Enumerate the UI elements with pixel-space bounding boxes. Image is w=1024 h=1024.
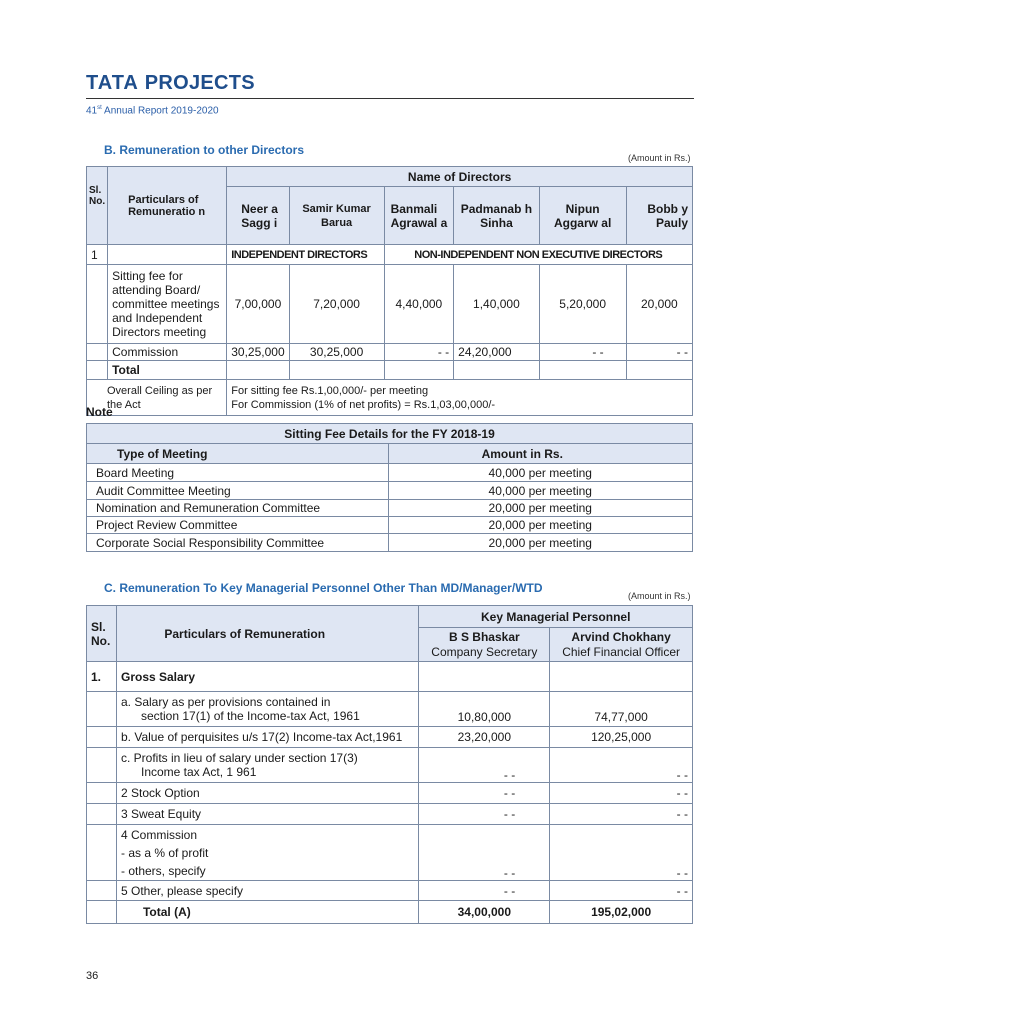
commission-value: 30,25,000 <box>227 344 289 361</box>
name-of-directors-header: Name of Directors <box>227 167 693 187</box>
overall-ceiling-label: Overall Ceiling as per the Act <box>87 380 227 416</box>
sl-no-header: Sl. No. <box>87 167 108 245</box>
sitting-fee-value: 7,20,000 <box>289 265 384 344</box>
sitting-fee-value: 20,000 <box>626 265 692 344</box>
sitting-fee-label: Sitting fee for attending Board/ committee meetings and Independent Directors meeting <box>108 265 227 344</box>
perquisites-label: b. Value of perquisites u/s 17(2) Income-tax Act,1961 <box>116 727 418 748</box>
sweat-equity-value: - - <box>550 804 693 825</box>
non-independent-directors-label: NON-INDEPENDENT NON EXECUTIVE DIRECTORS <box>384 245 692 265</box>
row-number: 1. <box>87 662 117 692</box>
commission-value: - - <box>626 344 692 361</box>
director-neera-saggi: Neer a Sagg i <box>227 187 289 245</box>
page-number: 36 <box>86 970 99 982</box>
kmp-arvind-chokhany: Arvind Chokhany Chief Financial Officer <box>550 628 693 662</box>
particulars-header: Particulars of Remuneration <box>116 606 418 662</box>
stock-option-value: - - <box>419 783 550 804</box>
kmp-remuneration-table <box>86 605 693 924</box>
gross-salary-label: Gross Salary <box>116 662 418 692</box>
other-label: 5 Other, please specify <box>116 881 418 901</box>
sitting-fee-value: 7,00,000 <box>227 265 289 344</box>
commission-value: 30,25,000 <box>289 344 384 361</box>
director-samir-kumar-barua: Samir Kumar Barua <box>289 187 384 245</box>
director-banmali-agrawala: Banmali Agrawal a <box>384 187 454 245</box>
sl-no-header: Sl. No. <box>87 606 117 662</box>
kmp-bs-bhaskar: B S Bhaskar Company Secretary <box>419 628 550 662</box>
commission-value: - - <box>539 344 626 361</box>
other-value: - - <box>419 881 550 901</box>
meeting-amount: 20,000 per meeting <box>388 517 693 534</box>
sweat-equity-label: 3 Sweat Equity <box>116 804 418 825</box>
section-c-amount-note: (Amount in Rs.) <box>628 591 691 601</box>
sitting-fee-title: Sitting Fee Details for the FY 2018-19 <box>87 424 693 444</box>
total-a-value: 34,00,000 <box>419 901 550 924</box>
meeting-type: Board Meeting <box>87 464 389 482</box>
perquisites-value: 120,25,000 <box>550 727 693 748</box>
meeting-amount: 20,000 per meeting <box>388 534 693 552</box>
meeting-type: Nomination and Remuneration Committee <box>87 500 389 517</box>
commission-value: 24,20,000 <box>454 344 539 361</box>
meeting-amount: 20,000 per meeting <box>388 500 693 517</box>
director-bobby-pauly: Bobb y Pauly <box>626 187 692 245</box>
tata-projects-logo: TATA PROJECTS <box>86 72 255 94</box>
particulars-header: Particulars of Remuneratio n <box>108 167 227 245</box>
director-nipun-aggarwal: Nipun Aggarw al <box>539 187 626 245</box>
note-label: Note <box>86 405 113 419</box>
overall-ceiling-details: For sitting fee Rs.1,00,000/- per meeting For Commission (1% of net profits) = Rs.1,03,00,000/- <box>227 380 693 416</box>
profits-value: - - <box>550 748 693 783</box>
meeting-type: Project Review Committee <box>87 517 389 534</box>
profits-value: - - <box>419 748 550 783</box>
total-label: Total <box>108 361 227 380</box>
sitting-fee-value: 1,40,000 <box>454 265 539 344</box>
row-number: 1 <box>87 245 108 265</box>
commission-block: 4 Commission - as a % of profit - others, specify <box>116 825 418 881</box>
sweat-equity-value: - - <box>419 804 550 825</box>
meeting-amount: 40,000 per meeting <box>388 464 693 482</box>
director-padmanabh-sinha: Padmanab h Sinha <box>454 187 539 245</box>
sitting-fee-value: 5,20,000 <box>539 265 626 344</box>
stock-option-value: - - <box>550 783 693 804</box>
commission-value: - - <box>550 825 693 881</box>
salary-17-1-label: a. Salary as per provisions contained in section 17(1) of the Income-tax Act, 1961 <box>116 692 418 727</box>
section-c-title: C. Remuneration To Key Managerial Personnel Other Than MD/Manager/WTD <box>104 581 543 595</box>
salary-value: 10,80,000 <box>419 692 550 727</box>
salary-value: 74,77,000 <box>550 692 693 727</box>
meeting-type: Audit Committee Meeting <box>87 482 389 500</box>
commission-value: - - <box>384 344 454 361</box>
stock-option-label: 2 Stock Option <box>116 783 418 804</box>
directors-remuneration-table <box>86 166 693 416</box>
amount-header: Amount in Rs. <box>388 444 693 464</box>
header-divider <box>86 98 694 99</box>
report-title: 41st Annual Report 2019-2020 <box>86 105 219 117</box>
meeting-amount: 40,000 per meeting <box>388 482 693 500</box>
commission-value: - - <box>419 825 550 881</box>
type-of-meeting-header: Type of Meeting <box>87 444 389 464</box>
perquisites-value: 23,20,000 <box>419 727 550 748</box>
total-a-value: 195,02,000 <box>550 901 693 924</box>
profits-in-lieu-label: c. Profits in lieu of salary under section 17(3) Income tax Act, 1 961 <box>116 748 418 783</box>
independent-directors-label: INDEPENDENT DIRECTORS <box>227 245 384 265</box>
other-value: - - <box>550 881 693 901</box>
commission-label: Commission <box>108 344 227 361</box>
sitting-fee-value: 4,40,000 <box>384 265 454 344</box>
total-a-label: Total (A) <box>116 901 418 924</box>
sitting-fee-table <box>86 423 693 552</box>
section-b-title: B. Remuneration to other Directors <box>104 143 305 157</box>
section-b-amount-note: (Amount in Rs.) <box>628 153 691 163</box>
meeting-type: Corporate Social Responsibility Committee <box>87 534 389 552</box>
kmp-header: Key Managerial Personnel <box>419 606 693 628</box>
